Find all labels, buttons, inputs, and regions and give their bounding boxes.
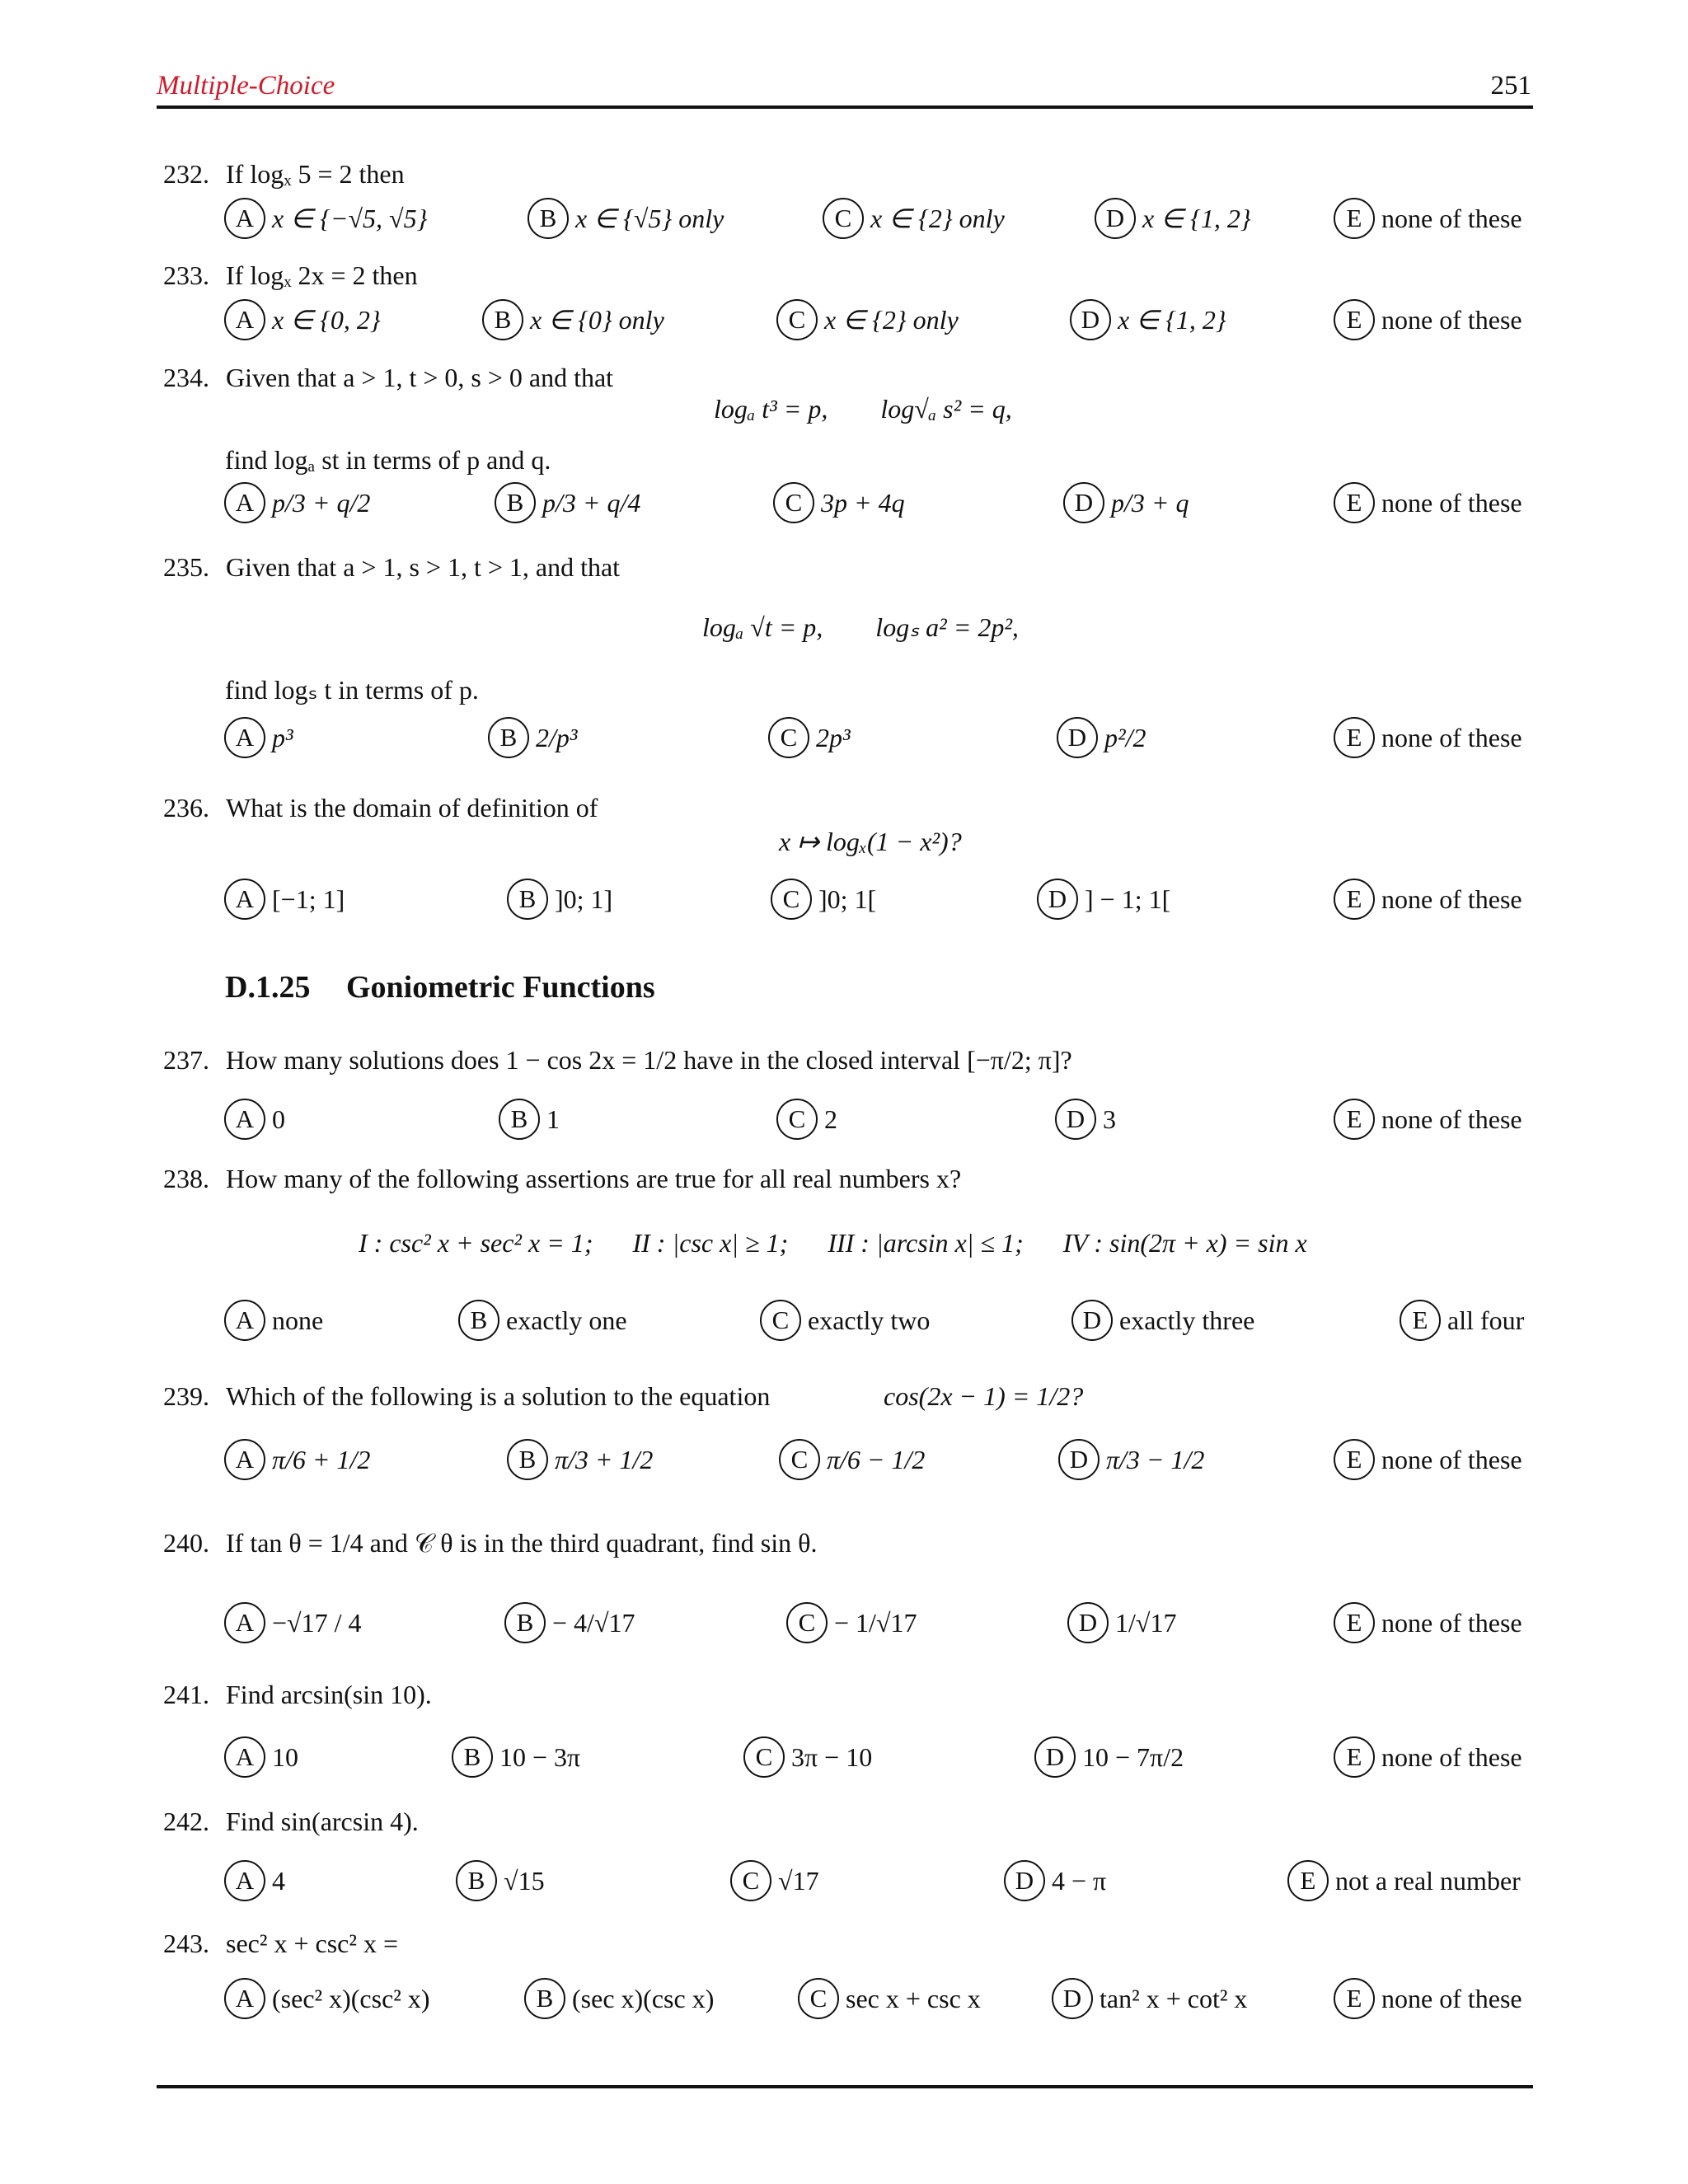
running-header-title: Multiple-Choice [157,71,335,101]
problem-line: Given that a > 1, t > 0, s > 0 and that [226,363,614,392]
choice-letter-circle: E [1334,299,1375,340]
problem-number: 238. [163,1164,209,1193]
choice-letter-circle: C [776,1099,818,1140]
problem-235-statement [163,552,620,583]
choice-letter-circle: D [1058,1439,1100,1480]
choice-letter-circle: B [504,1602,546,1643]
choice-text: 1/√17 [1115,1607,1177,1638]
choice-239-C[interactable] [779,1439,925,1480]
choice-238-A[interactable] [224,1300,323,1341]
choice-241-A[interactable] [224,1736,298,1778]
problem-236-statement [163,793,598,823]
choice-letter-circle: A [224,482,265,523]
choice-243-A[interactable] [224,1978,430,2019]
choice-letter-circle: C [776,299,818,340]
problem-number: 232. [163,159,209,189]
choice-text: exactly one [506,1305,627,1335]
choice-letter-circle: E [1400,1300,1441,1341]
problem-number: 233. [163,260,209,290]
choice-letter-circle: A [224,1860,265,1901]
choice-letter-circle: C [730,1860,771,1901]
choice-text: p/3 + q [1111,487,1189,518]
choice-letter-circle: B [488,717,529,758]
choice-text: p/3 + q/4 [542,487,641,518]
choice-232-B[interactable] [528,198,724,239]
choice-letter-circle: D [1057,717,1098,758]
choice-letter-circle: C [771,879,812,920]
choice-text: 1 [546,1104,560,1134]
problem-number: 234. [163,363,209,392]
section-title: Goniometric Functions [345,970,655,1005]
choice-letter-circle: A [224,1300,265,1341]
choice-236-D[interactable] [1037,879,1170,920]
choice-letter-circle: E [1334,1736,1375,1778]
choice-text: 2p³ [816,722,851,752]
choice-text: ]0; 1] [555,883,613,914]
choice-letter-circle: B [452,1736,493,1778]
choice-letter-circle: D [1037,879,1078,920]
choice-238-C[interactable] [760,1300,930,1341]
problem-232-statement [163,159,405,190]
choice-letter-circle: C [773,482,814,523]
choice-240-C[interactable] [786,1602,917,1643]
problem-number: 240. [163,1528,209,1558]
choice-letter-circle: D [1034,1736,1076,1778]
choice-letter-circle: C [779,1439,820,1480]
choice-237-B[interactable] [499,1099,560,1140]
choice-240-E[interactable] [1334,1602,1522,1643]
problem-242-statement [163,1807,419,1837]
choice-text: p²/2 [1104,722,1146,752]
choice-text: exactly two [808,1305,931,1335]
problem-235-question-line: find logₛ t in terms of p. [225,675,479,705]
choice-236-A[interactable] [224,879,345,920]
choice-letter-circle: E [1334,879,1375,920]
choice-242-E[interactable] [1287,1860,1521,1901]
problem-239-display-equation: cos(2x − 1) = 1/2? [884,1381,1084,1411]
problem-line: Given that a > 1, s > 1, t > 1, and that [226,552,621,582]
problem-234-display-equation: logₐ t³ = p, log√ₐ s² = q, [714,394,1012,424]
choice-242-A[interactable] [224,1860,285,1901]
choice-letter-circle: A [224,198,265,239]
choice-text: x ∈ {0} only [530,305,664,335]
choice-237-C[interactable] [776,1099,837,1140]
choice-232-A[interactable] [224,198,427,239]
choice-233-B[interactable] [482,299,664,340]
problem-number: 237. [163,1045,209,1075]
choice-240-B[interactable] [504,1602,635,1643]
choice-text: sec x + csc x [846,1983,981,2013]
problem-236-display-equation: x ↦ logₓ(1 − x²)? [779,827,962,856]
choice-text: none of these [1381,1983,1522,2013]
choice-letter-circle: E [1334,1978,1375,2019]
choice-242-D[interactable] [1004,1860,1106,1901]
choice-text: none of these [1381,722,1522,752]
choice-text: 3p + 4q [821,487,905,518]
choice-241-B[interactable] [452,1736,580,1778]
choice-243-D[interactable] [1052,1978,1247,2019]
choice-letter-circle: B [458,1300,499,1341]
choice-235-E[interactable] [1334,717,1522,758]
problem-line: What is the domain of definition of [226,793,598,823]
choice-letter-circle: B [482,299,523,340]
choice-234-B[interactable] [495,482,640,523]
problem-number: 235. [163,552,209,582]
choice-text: π/3 + 1/2 [555,1444,654,1474]
footer-rule [157,2085,1533,2088]
choice-text: none of these [1381,1444,1522,1474]
choice-letter-circle: A [224,879,265,920]
problem-233-statement [163,260,418,291]
choice-text: none of these [1381,1104,1522,1134]
choice-text: x ∈ {−√5, √5} [272,204,428,233]
choice-letter-circle: A [224,1602,265,1643]
choice-234-A[interactable] [224,482,370,523]
choice-237-A[interactable] [224,1099,285,1140]
choice-text: 2 [824,1104,837,1134]
choice-text: − 4/√17 [552,1607,635,1638]
choice-letter-circle: D [1095,198,1136,239]
problem-237-statement [163,1045,1072,1076]
choice-241-C[interactable] [743,1736,872,1778]
choice-text: − 1/√17 [834,1607,917,1638]
choice-239-B[interactable] [507,1439,653,1480]
choice-text: x ∈ {2} only [824,305,959,335]
problem-line: Find arcsin(sin 10). [226,1680,432,1709]
choice-236-C[interactable] [771,879,876,920]
choice-letter-circle: D [1055,1099,1096,1140]
problem-number: 242. [163,1807,209,1836]
problem-line: If logₓ 2x = 2 then [226,260,418,290]
choice-234-D[interactable] [1063,482,1189,523]
choice-243-C[interactable] [798,1978,981,2019]
choice-letter-circle: A [224,1439,265,1480]
choice-242-C[interactable] [730,1860,819,1901]
choice-232-E[interactable] [1334,198,1522,239]
choice-text: tan² x + cot² x [1100,1983,1248,2013]
choice-text: none [272,1305,324,1335]
choice-letter-circle: B [528,198,569,239]
choice-text: p/3 + q/2 [272,487,371,518]
choice-letter-circle: D [1004,1860,1045,1901]
problem-number: 243. [163,1929,209,1958]
problem-line: How many of the following assertions are true for all real numbers x? [226,1164,962,1193]
choice-text: 2/p³ [536,722,578,752]
choice-letter-circle: C [743,1736,785,1778]
choice-text: 4 − π [1052,1865,1107,1896]
choice-letter-circle: C [760,1300,801,1341]
choice-239-D[interactable] [1058,1439,1204,1480]
choice-text: exactly three [1119,1305,1255,1335]
choice-text: (sec x)(csc x) [572,1983,715,2013]
choice-236-B[interactable] [507,879,612,920]
choice-text: x ∈ {1, 2} [1142,204,1251,233]
choice-letter-circle: E [1334,198,1375,239]
choice-letter-circle: B [456,1860,497,1901]
problem-240-statement [163,1528,817,1559]
choice-238-D[interactable] [1071,1300,1254,1341]
choice-233-A[interactable] [224,299,381,340]
choice-text: none of these [1381,304,1522,335]
choice-234-C[interactable] [773,482,905,523]
choice-239-A[interactable] [224,1439,370,1480]
choice-letter-circle: B [507,1439,548,1480]
choice-text: 10 − 7π/2 [1082,1741,1184,1772]
choice-text: p³ [272,722,293,752]
choice-243-B[interactable] [524,1978,714,2019]
header-rule [157,105,1533,109]
choice-text: none of these [1381,1741,1522,1772]
choice-text: all four [1447,1305,1525,1335]
choice-237-E[interactable] [1334,1099,1522,1140]
choice-letter-circle: A [224,1736,265,1778]
choice-233-C[interactable] [776,299,959,340]
choice-241-E[interactable] [1334,1736,1522,1778]
section-number: D.1.25 [225,970,311,1005]
problem-235-display-equation: logₐ √t = p, logₛ a² = 2p², [702,612,1019,642]
choice-text: 0 [272,1104,285,1134]
page-number: 251 [1490,71,1531,101]
problem-238-assertions: I : csc² x + sec² x = 1; II : |csc x| ≥ 1; III : |arcsin x| ≤ 1; IV : sin(2π + x) = sin x [359,1228,1307,1258]
choice-letter-circle: A [224,1978,265,2019]
choice-letter-circle: A [224,299,265,340]
choice-235-A[interactable] [224,717,293,758]
choice-letter-circle: A [224,1099,265,1140]
choice-232-C[interactable] [823,198,1005,239]
choice-text: not a real number [1335,1865,1521,1896]
section-heading [225,969,655,1005]
choice-235-D[interactable] [1057,717,1146,758]
choice-240-A[interactable] [224,1602,362,1643]
choice-letter-circle: C [786,1602,828,1643]
choice-text: x ∈ {2} only [870,204,1005,233]
choice-text: √17 [778,1865,819,1896]
choice-text: −√17 / 4 [272,1607,362,1638]
choice-text: [−1; 1] [272,883,345,914]
choice-letter-circle: C [798,1978,839,2019]
problem-line: How many solutions does 1 − cos 2x = 1/2 have in the closed interval [−π/2; π]? [226,1045,1072,1075]
choice-text: π/3 − 1/2 [1106,1444,1205,1474]
choice-text: x ∈ {1, 2} [1118,305,1226,335]
choice-241-D[interactable] [1034,1736,1184,1778]
problem-238-statement [163,1164,961,1194]
choice-text: none of these [1381,883,1522,914]
choice-233-E[interactable] [1334,299,1522,340]
problem-number: 236. [163,793,209,823]
problem-number: 239. [163,1381,209,1411]
choice-letter-circle: E [1334,1602,1375,1643]
choice-text: π/6 + 1/2 [272,1444,371,1474]
choice-text: 3π − 10 [791,1741,873,1772]
choice-letter-circle: E [1334,1439,1375,1480]
choice-239-E[interactable] [1334,1439,1522,1480]
choice-letter-circle: E [1334,482,1375,523]
choice-text: 4 [272,1865,285,1896]
problem-239-statement [163,1381,770,1412]
choice-text: 10 − 3π [499,1741,581,1772]
choice-235-B[interactable] [488,717,577,758]
choice-letter-circle: A [224,717,265,758]
choice-text: √15 [504,1865,545,1896]
choice-234-E[interactable] [1334,482,1522,523]
problem-241-statement [163,1680,432,1710]
choice-letter-circle: C [823,198,864,239]
problem-line: If tan θ = 1/4 and 𝒞 θ is in the third quadrant, find sin θ. [226,1528,818,1558]
choice-letter-circle: D [1071,1300,1113,1341]
choice-text: x ∈ {0, 2} [272,305,381,335]
problem-243-statement [163,1929,398,1959]
choice-letter-circle: D [1063,482,1104,523]
choice-text: ] − 1; 1[ [1085,883,1171,914]
choice-233-D[interactable] [1070,299,1226,340]
choice-text: π/6 − 1/2 [827,1444,926,1474]
choice-242-B[interactable] [456,1860,545,1901]
choice-text: none of these [1381,1607,1522,1638]
choice-letter-circle: E [1334,717,1375,758]
choice-letter-circle: C [768,717,809,758]
problem-234-statement [163,363,613,393]
choice-letter-circle: B [495,482,536,523]
choice-letter-circle: E [1334,1099,1375,1140]
problem-number: 241. [163,1680,209,1709]
choice-text: x ∈ {√5} only [575,204,724,233]
choice-letter-circle: E [1287,1860,1329,1901]
choice-text: none of these [1381,487,1522,518]
problem-line: Find sin(arcsin 4). [226,1807,419,1836]
choice-235-C[interactable] [768,717,851,758]
choice-text: (sec² x)(csc² x) [272,1983,430,2013]
choice-text: 3 [1103,1104,1116,1134]
choice-letter-circle: B [524,1978,565,2019]
choice-letter-circle: B [507,879,548,920]
choice-232-D[interactable] [1095,198,1251,239]
choice-236-E[interactable] [1334,879,1522,920]
choice-238-E[interactable] [1400,1300,1524,1341]
choice-letter-circle: B [499,1099,540,1140]
choice-letter-circle: D [1052,1978,1093,2019]
choice-240-D[interactable] [1067,1602,1176,1643]
problem-line: sec² x + csc² x = [226,1929,398,1958]
choice-237-D[interactable] [1055,1099,1116,1140]
choice-238-B[interactable] [458,1300,627,1341]
choice-text: none of these [1381,203,1522,233]
choice-text: ]0; 1[ [818,883,877,914]
choice-letter-circle: D [1067,1602,1109,1643]
choice-243-E[interactable] [1334,1978,1522,2019]
choice-text: 10 [272,1741,298,1772]
problem-234-question-line: find logₐ st in terms of p and q. [225,445,551,475]
problem-line: Which of the following is a solution to the equation [226,1381,771,1411]
problem-line: If logₓ 5 = 2 then [226,159,405,189]
choice-letter-circle: D [1070,299,1111,340]
